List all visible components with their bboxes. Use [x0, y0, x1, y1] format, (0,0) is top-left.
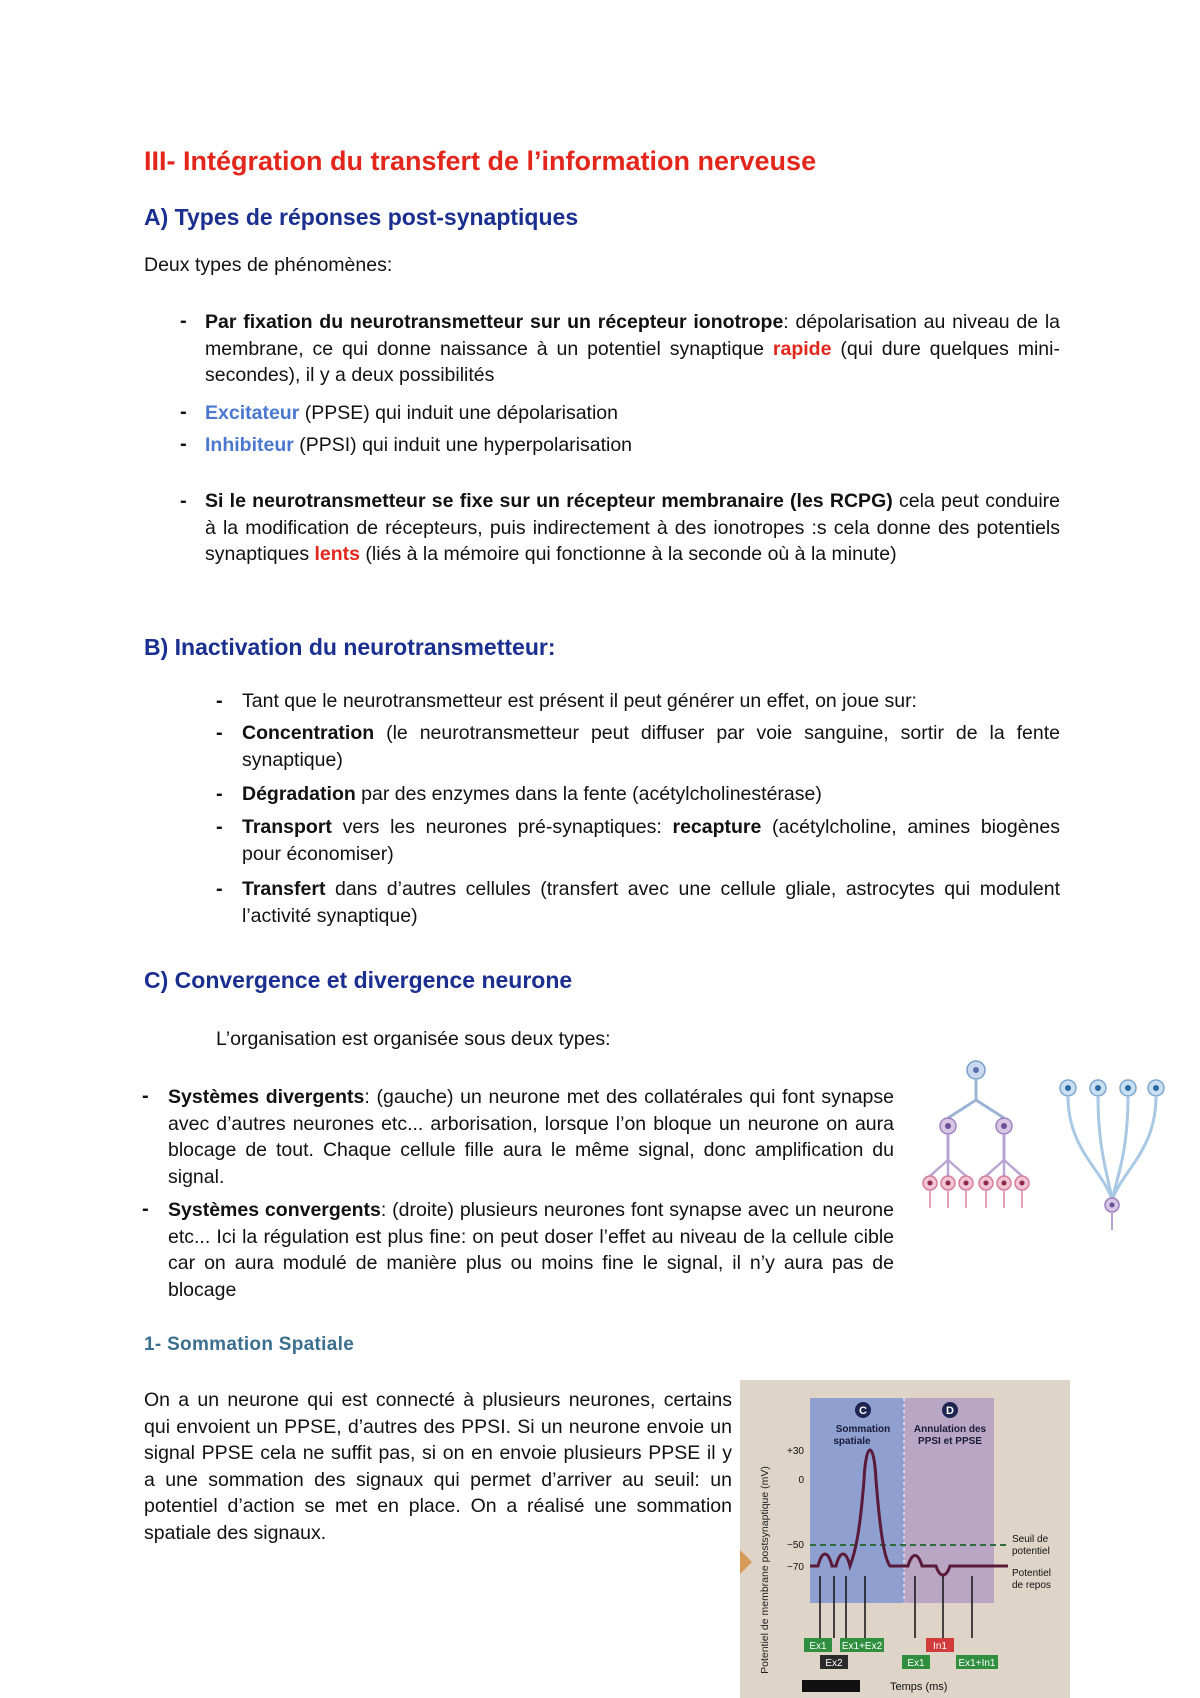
bold-text: Si le neurotransmetteur se fixe sur un récepteur membranaire (les RCPG)	[205, 490, 893, 512]
stim-label: Ex1	[809, 1641, 827, 1652]
body-text: (PPSE) qui induit une dépolarisation	[299, 402, 618, 424]
section-b-item-2	[242, 720, 1060, 773]
panel-c-title: spatiale	[833, 1436, 871, 1447]
repos-label: Potentiel	[1012, 1568, 1051, 1579]
body-text: : dépolarisation au niveau de la membrane, ce qui donne naissance à un potentiel synaptique	[205, 311, 1060, 360]
section-b-item-1: Tant que le neurotransmetteur est présent il peut générer un effet, on joue sur:	[242, 690, 917, 712]
bold-text: Systèmes divergents	[168, 1086, 365, 1108]
bullet-dash: -	[142, 1198, 149, 1220]
bullet-dash: -	[216, 690, 223, 712]
sub-excitateur	[205, 400, 618, 427]
section-a-heading: A) Types de réponses post-synaptiques	[144, 204, 579, 230]
stim-label: Ex1	[907, 1658, 925, 1669]
stim-label: In1	[933, 1641, 947, 1652]
section-c-intro: L’organisation est organisée sous deux types:	[216, 1028, 611, 1050]
section-b-item-4	[242, 814, 1060, 867]
body-text: (liés à la mémoire qui fonctionne à la seconde où à la minute)	[360, 543, 897, 565]
neuron-networks-diagram	[918, 1050, 1168, 1235]
bullet-dash: -	[216, 783, 223, 805]
panel-d-letter: D	[946, 1405, 954, 1417]
section-c-item-2-start	[168, 1197, 894, 1303]
bullet-dash: -	[180, 490, 187, 512]
divergent-system-diagram	[923, 1061, 1029, 1208]
panel-d-title: Annulation des	[913, 1424, 987, 1435]
tick-label: +30	[787, 1446, 804, 1457]
subsection-1-text: On a un neurone qui est connecté à plusieurs neurones, certains qui envoient un PPSE, d’autres des PPSI. Si un neurone envoie un signal PPSE cela ne suffit pas, si on en envoie plusieurs PPSE il y a une sommation des signaux qui permet d’arriver au seuil: un potentiel d’action se met en place. On a réalisé une sommation spatiale des signaux.	[144, 1389, 732, 1544]
y-axis-label: Potentiel de membrane postsynaptique (mV)	[759, 1466, 771, 1674]
sub-inhibiteur	[205, 432, 632, 459]
panel-c-letter: C	[859, 1405, 867, 1417]
stim-label: Ex1+Ex2	[841, 1641, 883, 1652]
bullet-dash: -	[180, 433, 187, 455]
section-a-bullet-2	[205, 488, 1060, 568]
body-text: : (droite) plusieurs neurones font synapse avec un neurone etc... Ici la régulation est plus fine: on peut doser l’effet au niveau de la cellule cible car on aura modulé de manière plus ou moins fine le signal, il n’y aura pas de blocage	[168, 1199, 894, 1301]
bold-text: Transfert	[242, 878, 326, 900]
tick-label: 0	[798, 1475, 804, 1486]
bullet-dash: -	[142, 1085, 149, 1107]
body-text: cela peut conduire à la modification de récepteurs, puis indirectement à des ionotropes :s cela donne des potentiels synaptiques	[205, 490, 1060, 565]
body-text: (le neurotransmetteur peut diffuser par voie sanguine, sortir de la fente synaptique)	[242, 722, 1060, 771]
main-title: III- Intégration du transfert de l’information nerveuse	[144, 146, 817, 176]
repos-label: de repos	[1012, 1580, 1051, 1591]
bold-text: Par fixation du neurotransmetteur sur un récepteur ionotrope	[205, 311, 784, 333]
body-text: (qui dure quelques mini-secondes), il y a deux possibilités	[205, 337, 1060, 386]
bold-text: recapture	[672, 816, 762, 838]
section-b-item-3	[242, 781, 1060, 808]
stim-label: Ex1+In1	[958, 1658, 996, 1669]
seuil-label: potentiel	[1012, 1546, 1050, 1557]
spatial-summation-figure	[740, 1380, 1070, 1698]
body-text: : (gauche) un neurone met des collatérales qui font synapse avec d’autres neurones etc... arborisation, lorsque l’on bloque un neurone on aura blocage de tout. Chaque cellule fille aura le même signal, donc amplification du signal.	[168, 1086, 894, 1188]
panel-d-title: PPSI et PPSE	[918, 1436, 982, 1447]
tick-label: −70	[787, 1562, 804, 1573]
body-text: dans d’autres cellules (transfert avec une cellule gliale, astrocytes qui modulent l’activité synaptique)	[242, 878, 1060, 927]
highlight-rapide: rapide	[772, 337, 832, 360]
x-axis-label: Temps (ms)	[890, 1681, 948, 1693]
panel-c-title: Sommation	[835, 1424, 891, 1435]
bullet-dash: -	[216, 722, 223, 744]
tick-label: −50	[787, 1540, 804, 1551]
body-text: par des enzymes dans la fente (acétylcholinestérase)	[355, 783, 822, 805]
body-text: (acétylcholine, amines biogènes pour économiser)	[242, 816, 1060, 865]
bullet-dash: -	[216, 816, 223, 838]
bold-text: Transport	[242, 816, 332, 838]
convergent-system-diagram	[1060, 1080, 1164, 1230]
label-inhibiteur: Inhibiteur	[205, 434, 294, 456]
time-scale-bar	[802, 1680, 860, 1692]
stim-label: Ex2	[825, 1658, 843, 1669]
bullet-dash: -	[180, 310, 187, 332]
section-a-intro: Deux types de phénomènes:	[144, 254, 393, 276]
body-text: (PPSI) qui induit une hyperpolarisation	[293, 434, 633, 456]
bold-text: Concentration	[242, 722, 375, 744]
bullet-dash: -	[216, 878, 223, 900]
label-excitateur: Excitateur	[205, 402, 300, 424]
section-c-item-1	[168, 1084, 894, 1190]
highlight-lents: lents	[314, 543, 361, 565]
bullet-dash: -	[180, 401, 187, 423]
subsection-1-heading: 1- Sommation Spatiale	[144, 1334, 355, 1355]
bold-text: Dégradation	[242, 783, 356, 805]
section-a-bullet-1	[205, 309, 1060, 389]
seuil-label: Seuil de	[1012, 1534, 1049, 1545]
section-b-heading: B) Inactivation du neurotransmetteur:	[144, 634, 556, 660]
body-text: vers les neurones pré-synaptiques:	[331, 816, 673, 838]
bold-text: Systèmes convergents	[168, 1199, 381, 1221]
section-c-heading: C) Convergence et divergence neurone	[144, 967, 573, 993]
section-b-item-5	[242, 876, 1060, 929]
